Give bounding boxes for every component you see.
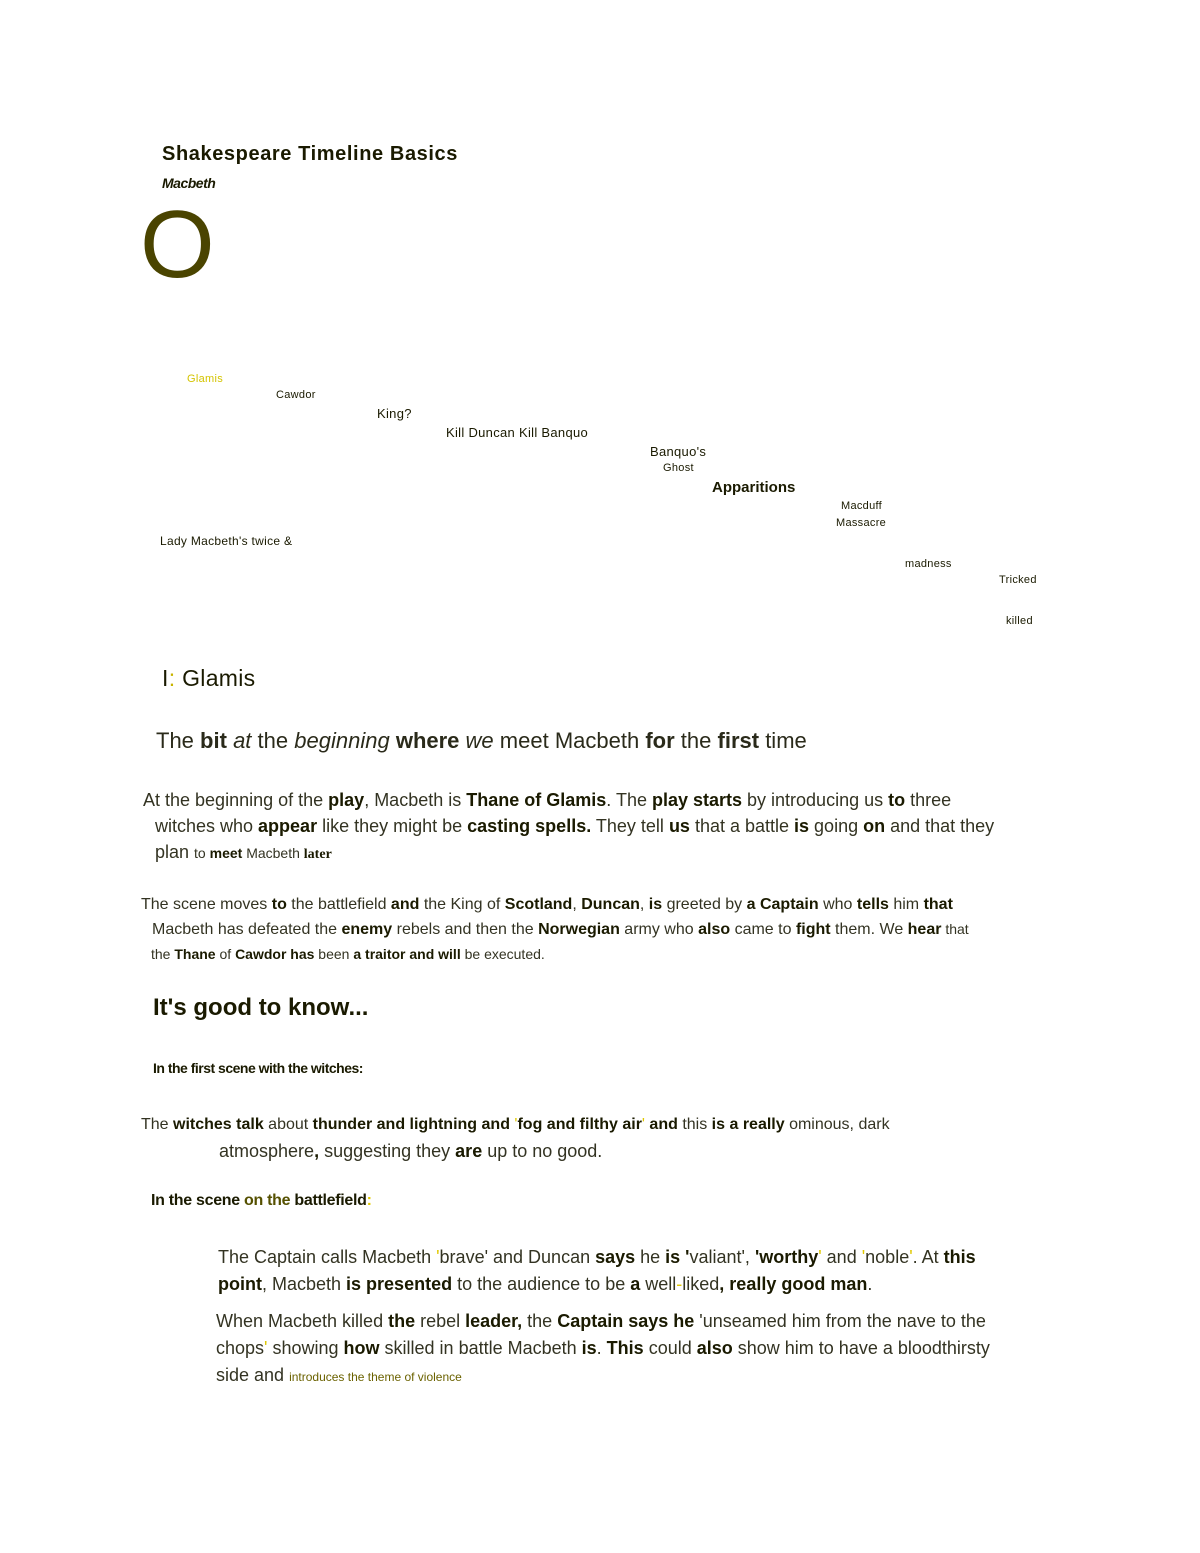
- paragraph-battlefield: The scene moves to the battlefield and the King of Scotland, Duncan, is greeted by a Captain who tells him that Macbeth has defeated the enemy rebels and then the Norwegian army who also came to fight them. We hear that the Thane of Cawdor has been a traitor and will be executed.: [141, 896, 969, 962]
- timeline-cawdor: Cawdor: [276, 389, 316, 401]
- timeline-king: King?: [377, 406, 412, 421]
- timeline-tricked: Tricked: [999, 574, 1037, 586]
- page-subtitle: Macbeth: [162, 175, 216, 191]
- battlefield-heading: In the scene on the battlefield:: [151, 1192, 372, 1209]
- timeline-glamis: Glamis: [187, 373, 224, 385]
- timeline-kill: Kill Duncan Kill Banquo: [446, 425, 589, 440]
- timeline-macduff: Macduff: [841, 500, 883, 512]
- timeline-banquo: Banquo's: [650, 444, 707, 459]
- good-to-know-heading: It's good to know...: [153, 994, 369, 1021]
- decorative-letter: O: [140, 191, 215, 298]
- timeline-massacre: Massacre: [836, 517, 887, 529]
- paragraph-captain: The Captain calls Macbeth 'brave' and Duncan says he is 'valiant', 'worthy' and 'noble'. At this point, Macbeth is presented to the audience to be a well-liked, really good man.: [218, 1247, 976, 1294]
- timeline-lady: Lady Macbeth's twice &: [160, 534, 293, 548]
- paragraph-unseamed: When Macbeth killed the rebel leader, the Captain says he 'unseamed him from the nave to the chops' showing how skilled in battle Macbeth is. This could also show him to have a bloodthirsty side and introduces the theme of violence: [216, 1311, 990, 1385]
- paragraph-glamis: At the beginning of the play, Macbeth is Thane of Glamis. The play starts by introducing us to three witches who appear like they might be casting spells. They tell us that a battle is going on and that they plan to meet Macbeth later: [143, 790, 995, 862]
- witches-heading: In the first scene with the witches:: [153, 1060, 363, 1076]
- timeline-madness: madness: [905, 558, 952, 570]
- section-heading: I: Glamis: [162, 665, 256, 691]
- intro-line: The bit at the beginning where we meet Macbeth for the first time: [156, 728, 807, 753]
- timeline-apparitions: Apparitions: [712, 479, 796, 496]
- timeline-killed: killed: [1006, 615, 1033, 627]
- page-title: Shakespeare Timeline Basics: [162, 143, 458, 165]
- timeline-ghost: Ghost: [663, 462, 694, 474]
- paragraph-witches: The witches talk about thunder and lightning and 'fog and filthy air' and this is a really ominous, dark atmosphere, suggesting they are up to no good.: [141, 1116, 890, 1161]
